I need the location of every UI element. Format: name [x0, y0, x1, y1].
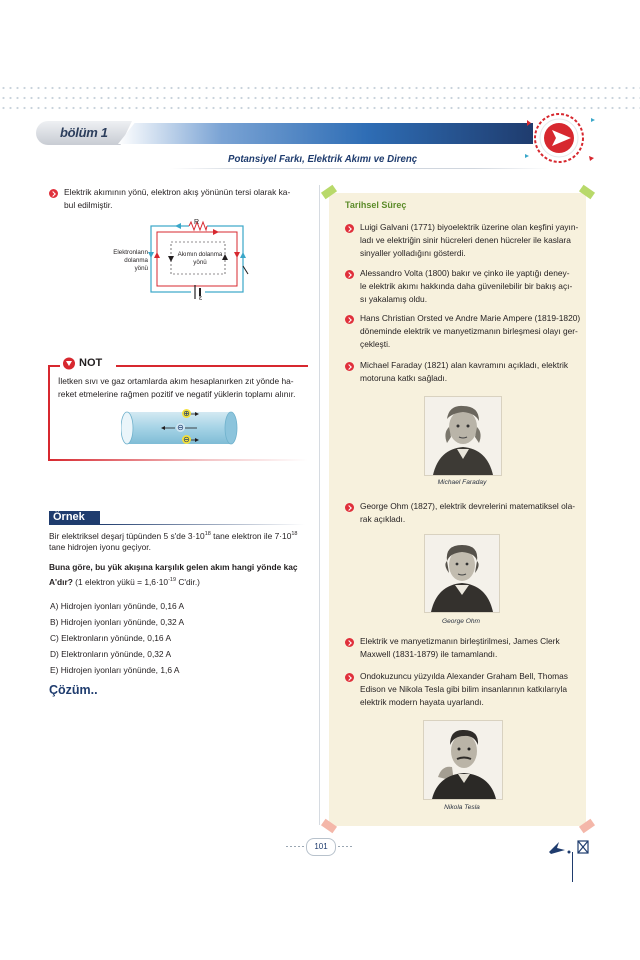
example-line-1: Bir elektriksel deşarj tüpünden 5 s'de $3\cdot 10^{18}$ tane elektron ile $7\cdot 10^{18}$ [49, 530, 298, 541]
chapter-label: bölüm 1 [60, 125, 108, 140]
example-title: Örnek [53, 511, 85, 523]
ohm-caption: George Ohm [441, 618, 481, 625]
history-title: Tarihsel Süreç [345, 200, 407, 210]
note-arrow-icon [62, 357, 76, 370]
bullet-icon [345, 315, 354, 324]
current-direction-label: Akımın dolanma yönü [177, 251, 223, 266]
answer-option-e[interactable]: E) Hidrojen iyonları yönünde, 1,6 A [50, 665, 180, 675]
electron-direction-label: Elektronların dolanma yönü [113, 249, 148, 272]
battery-label: ε [199, 295, 203, 302]
header-underline [170, 168, 550, 169]
negative-ion-icon: ⊖ [177, 423, 184, 432]
answer-option-c[interactable]: C) Elektronların yönünde, 0,16 A [50, 633, 172, 643]
intro-line-2: bul edilmiştir. [64, 200, 113, 210]
column-divider [319, 185, 320, 825]
faraday-caption: Michael Faraday [437, 479, 487, 486]
history-item-ohm: George Ohm (1827), elektrik devrelerini matematiksel ola- rak açıkladı. [360, 501, 576, 524]
dot-pattern [0, 86, 640, 90]
footer-rule [572, 852, 573, 882]
bullet-icon [345, 673, 354, 682]
note-bottom-rule [48, 459, 308, 461]
history-item-modern-era: Ondokuzuncu yüzyılda Alexander Graham Bell, Thomas Edison ve Nikola Tesla gibi bilim insanlarının katkılarıyla elektrik modern hayata uyarlandı. [360, 671, 568, 707]
page-number-decoration [334, 846, 354, 847]
tesla-portrait [423, 720, 503, 800]
section-subtitle: Potansiyel Farkı, Elektrik Akımı ve Direnç [228, 153, 418, 165]
bullet-icon [345, 362, 354, 371]
header-bar [118, 123, 533, 144]
example-line-2: tane hidrojen iyonu geçiyor. [49, 542, 151, 552]
example-rule [100, 524, 305, 525]
history-item-orsted-ampere: Hans Christian Orsted ve Andre Marie Ampere (1819-1820) döneminde elektrik ve manyetizmanın birleşmesi olayı ger- çekleşti. [360, 313, 581, 349]
brand-logo-icon [519, 110, 605, 166]
note-left-rule [48, 365, 50, 461]
ohm-portrait [424, 534, 500, 613]
page-number: 101 [306, 838, 336, 856]
history-item-volta: Alessandro Volta (1800) bakır ve çinko ile yaptığı deney- le elektrik akımı hakkında daha güvenilebilir bir bakış açı- sı yakalamış oldu. [360, 268, 573, 304]
history-item-faraday: Michael Faraday (1821) alan kavramını açıkladı, elektrik motoruna katkı sağladı. [360, 360, 569, 383]
history-item-galvani: Luigi Galvani (1771) biyoelektrik üzerine olan keşfini yayın- ladı ve elektriğin sinir hücreleri denen hücreler ile kaslara sinyaller yolladığını gösterdi. [360, 222, 579, 258]
question-line-2: A'dır? (1 elektron yükü = $1,6\cdot 10^{-19}$ C'dir.) [49, 576, 200, 587]
positive-ion-icon: ⊕ [183, 409, 190, 418]
negative-ion-icon: ⊖ [183, 435, 190, 444]
bullet-icon [49, 189, 58, 198]
bullet-icon [345, 638, 354, 647]
answer-option-a[interactable]: A) Hidrojen iyonları yönünde, 0,16 A [50, 601, 185, 611]
faraday-portrait [424, 396, 502, 476]
bullet-icon [345, 503, 354, 512]
question-line-1: Buna göre, bu yük akışına karşılık gelen akım hangi yönde kaç [49, 562, 298, 572]
footer-brand-icon [545, 838, 595, 856]
note-line-2: reket etmelerine rağmen pozitif ve negatif yüklerin toplamı alınır. [58, 389, 296, 399]
bullet-icon [345, 224, 354, 233]
tesla-caption: Nikola Tesla [444, 804, 480, 811]
note-title: NOT [79, 357, 103, 369]
intro-line-1: Elektrik akımının yönü, elektron akış yönünün tersi olarak ka- [64, 187, 291, 197]
solution-heading: Çözüm.. [49, 683, 98, 697]
page-number-decoration [286, 846, 306, 847]
answer-option-d[interactable]: D) Elektronların yönünde, 0,32 A [50, 649, 172, 659]
dot-pattern [0, 96, 640, 100]
history-item-maxwell: Elektrik ve manyetizmanın birleştirilmesi, James Clerk Maxwell (1831-1879) ile tamamlandı. [360, 636, 560, 659]
answer-option-b[interactable]: B) Hidrojen iyonları yönünde, 0,32 A [50, 617, 185, 627]
resistor-label: R [194, 219, 200, 226]
bullet-icon [345, 270, 354, 279]
note-line-1: İletken sıvı ve gaz ortamlarda akım hesaplanırken zıt yönde ha- [58, 376, 294, 386]
